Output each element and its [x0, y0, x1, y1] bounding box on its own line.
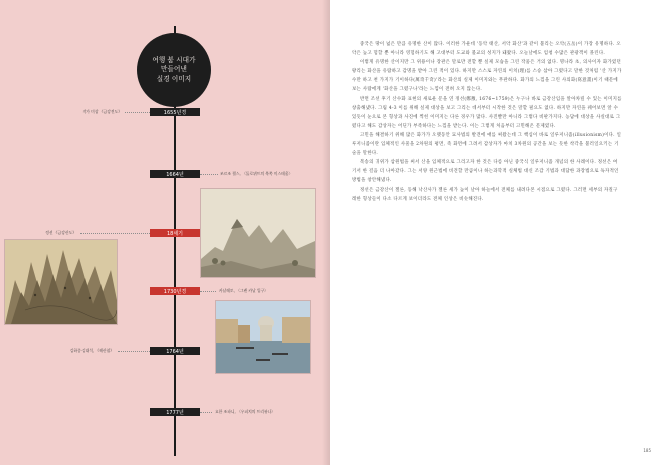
- paragraph: 복송의 귀위가 삼원법을 써서 산을 입체적으로 그리고자 한 것은 다름 아닌 중국식 일루저니즘 개념의 한 사례이다. 정선은 여기서 한 걸음 더 나아갔다. 그는 서양 원근법에 비견할 만큼이나 하는과학적 실체법 대신 조감 기법과 대담한 과장법으로 독자적인 방법을 창안해냈다.: [352, 160, 619, 184]
- timeline-caption: 정선 《금강산도》: [45, 230, 76, 235]
- leader-line: [125, 112, 150, 113]
- year-marker-1730: [150, 287, 200, 295]
- timeline-caption: 카날레토, 〈그랜 카날 입구〉: [219, 288, 269, 293]
- leader-line: [200, 291, 216, 292]
- leader-line: [200, 412, 212, 413]
- timeline-caption: 조르조 뮐스, 〈돌로뮈트의 북쪽 미스테움〉: [220, 171, 293, 176]
- paragraph: 고민을 해결하기 위해 많은 화가가 오랫동안 묘사법의 발견에 애를 써왔는데 그 핵심이 바로 일루저니즘(illusionism)이다. 일루저니즘이란 입체적인 사물을 2차원의 평면, 즉 화면에 그려서 감상자가 마치 3차원의 공간을 보는 듯한 착각을 불러일으키는 기술을 말한다.: [352, 132, 622, 157]
- title-circle-text: 여행 붐 시대가 만들어낸 실경 이미지: [152, 55, 196, 83]
- mountain-landscape-painting: [200, 188, 316, 278]
- leader-line: [80, 233, 150, 234]
- year-label: 18세기: [166, 230, 184, 237]
- paragraph: 이렇게 유명한 산이지만 그 위용이나 장관은 말로만 전할 뿐 실제 모습을 그린 작품은 거의 없다. 명나라 초, 의사이자 화가였던 왕리는 화산을 유람하고 감명을 받아 그린 적이 있다. 하지만 스스로 자연의 이치(理)를 스승 삼아 그렸다고 말한 것처럼 '산 가지가 수만 하고 천 가지가 기이하다(萬奇千奇)'라는 화산의 실제 이미지와는 무관하다. 화가의 느낌을 그린 사의화(寫意畫)이기 때문에 보는 사람에게 '화산을 그렸구나'라는 느낌이 전혀 오지 않는다.: [352, 60, 622, 93]
- leader-line: [118, 351, 150, 352]
- year-label: 1764년: [166, 348, 184, 355]
- body-text: [352, 40, 622, 204]
- year-label: 1664년: [166, 171, 184, 178]
- timeline-caption: 김하종·김대석, 《해산첩》: [69, 348, 114, 353]
- year-marker-1655: [150, 108, 200, 116]
- paragraph: 정선은 금강산이 젤른, 동해 낙산사가 젤른 세가 높이 날아 하늘에서 전체를 내려다본 시점으로 그렸다. 그러면 세부의 자질구레한 형상들이 다소 다르게 보이더라도 전체 인상은 비슷해진다.: [352, 187, 618, 202]
- year-label: 1777년: [166, 409, 184, 416]
- mountain-landscape-illustration: [201, 189, 315, 277]
- right-page: [330, 0, 659, 465]
- venice-canal-illustration: [216, 301, 310, 373]
- page-number: 185: [643, 448, 651, 453]
- year-marker-1664: [150, 170, 200, 178]
- year-label: 1655년경: [163, 109, 187, 116]
- venice-canal-painting: [215, 300, 311, 374]
- paragraph: 반면 조선 후기 산수화 표현의 새로운 문을 연 정선(鄭敾, 1676~1759)은 누구나 바로 금강산임을 알아차릴 수 있는 이미지를 창출해냈다. 그림 4-3 이를 위해 실제 대상을 보고 그리는 데서부터 시작한 것은 말할 필요도 없다. 하지만 자연을 꿰어보면 알 수 있듯이 눈으로 본 형상과 사진에 찍힌 이미지는 다른 경우가 많다. 사진빨만 아니라 그렇다 비판가지다. 농담에 대상을 사실대로 그렸다고 해도 감상자는 어딘가 부족하다는 느낌을 받는다. 이는 그렇게 처음부터 고민해온 문제였다.: [352, 96, 622, 129]
- timeline-caption: 요한 조파니, 〈우피치의 트리뷰나〉: [215, 409, 276, 414]
- geumgang-map-illustration: [5, 240, 117, 324]
- year-marker-18c: [150, 229, 200, 237]
- leader-line: [200, 174, 218, 175]
- year-label: 1730년경: [163, 288, 187, 295]
- year-marker-1777: [150, 408, 200, 416]
- paragraph: 중국은 땅이 넓은 만큼 유명한 산이 많다. 이러한 가운데 '동악 태산, 서악 화산'과 같이 불리는 오악(五岳)이 가장 유명하다. 오악은 높고 험할 뿐 아니라 영험하기도 해 고대부터 도교와 불교의 성지가 돼왔다. 오늘날에도 엄청 수많은 관광객이 몰린다.: [352, 42, 621, 57]
- geumgang-map-painting: [4, 239, 118, 325]
- year-marker-1764: [150, 347, 200, 355]
- title-circle: [137, 33, 211, 107]
- timeline-caption: 작가 미상 《금강전도》: [82, 109, 122, 114]
